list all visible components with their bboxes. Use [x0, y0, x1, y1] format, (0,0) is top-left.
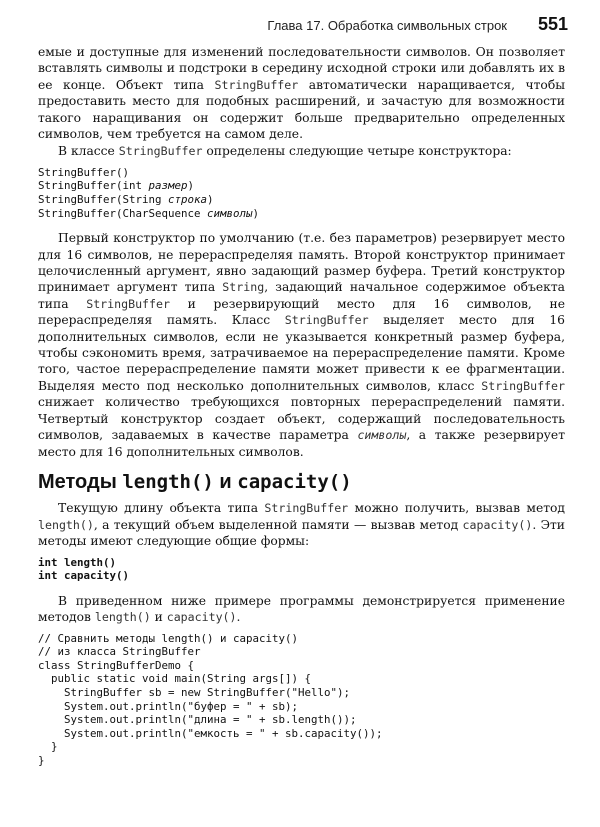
paragraph-intro	[38, 44, 565, 142]
constructor-list	[38, 166, 565, 220]
code-line: // из класса StringBuffer	[38, 645, 201, 659]
method-form-line: int capacity()	[38, 569, 130, 583]
text-run: Текущую длину объекта типа	[58, 501, 265, 516]
inline-code: length()	[38, 517, 94, 532]
inline-code: StringBuffer	[284, 313, 369, 328]
text-run: снижает количество требующихся повторных перераспределений памяти. Четвертый конструктор создает объект, содержащий последовательность символов, задаваемых в качестве параметра	[38, 395, 565, 443]
code-text: StringBuffer()	[38, 165, 130, 179]
section-heading	[38, 470, 565, 493]
text-run: .	[236, 610, 241, 625]
constructor-line	[38, 179, 565, 193]
code-arg: размер	[148, 179, 188, 193]
code-text: StringBuffer(CharSequence	[38, 206, 208, 220]
running-header	[0, 14, 600, 38]
code-line: public static void main(String args[]) {	[38, 672, 312, 686]
code-line: }	[38, 740, 58, 754]
code-text: StringBuffer(int	[38, 179, 149, 193]
chapter-title: Глава 17. Обработка символьных строк	[267, 18, 507, 33]
code-line: System.out.println("емкость = " + sb.capacity());	[38, 726, 383, 740]
paragraph-constructors-detail	[38, 230, 565, 460]
program-listing	[38, 632, 565, 768]
code-line: StringBuffer sb = new StringBuffer("Hello");	[38, 685, 351, 699]
method-form-line: int length()	[38, 555, 117, 569]
code-line: }	[38, 753, 45, 767]
text-run: можно получить, вызвав метод	[348, 501, 565, 516]
method-forms	[38, 556, 565, 583]
inline-code: length()	[94, 610, 151, 625]
text-run: емые и доступные для изменений последовательности символов. Он позволяет вставлять символы и подстроки в середину исходной строки или добавлять их в ее конце. Объект типа	[38, 45, 565, 92]
heading-code: capacity()	[237, 470, 352, 493]
text-run: Первый конструктор по умолчанию (т.е. без параметров) резервирует место для 16 символов, не перераспределяя память. Второй конструктор принимает целочисленный аргумент, явно задающий размер буфера. Третий конструктор принимает аргумент типа	[38, 231, 565, 295]
constructor-line	[38, 193, 565, 207]
text-run: , а также резервирует место для 16 дополнительных символов.	[38, 428, 566, 459]
text-run: и	[150, 610, 167, 625]
code-arg: строка	[168, 193, 208, 207]
paragraph-methods	[38, 500, 565, 549]
page-number: 551	[537, 14, 568, 34]
text-run: В классе	[58, 144, 119, 159]
text-run: выделяет место для 16 дополнительных символов, если не указывается конкретный размер буфера, чтобы сэкономить время, затрачиваемое на перераспределение памяти. Кроме того, частое перераспределение памяти может привести к ее фрагментации. Выделяя место под несколько дополнительных символов, класс	[38, 313, 565, 393]
text-run: В приведенном ниже примере программы демонстрируется применение методов	[38, 593, 565, 625]
heading-text: и	[213, 470, 238, 493]
heading-text: Методы	[38, 470, 123, 493]
code-paren: )	[187, 179, 195, 193]
code-paren: )	[252, 206, 260, 220]
code-line: System.out.println("буфер = " + sb);	[38, 699, 299, 713]
heading-code: length()	[122, 470, 214, 493]
code-arg: символы	[207, 206, 253, 220]
paragraph-example-intro	[38, 593, 565, 626]
code-line: System.out.println("длина = " + sb.length());	[38, 713, 357, 727]
text-run: , а текущий объем выделенной памяти — вызвав метод	[93, 517, 463, 532]
text-run: . Эти методы имеют следующие общие формы:	[38, 517, 565, 549]
inline-code: StringBuffer	[214, 77, 299, 92]
paragraph-constructors-intro	[38, 143, 565, 159]
code-line: // Сравнить методы length() и capacity()	[38, 631, 299, 645]
text-run: определены следующие четыре конструктора:	[202, 144, 512, 159]
inline-code: capacity()	[166, 610, 237, 625]
text-run: и резервирующий место для 16 символов, не перераспределяя память. Класс	[38, 296, 565, 328]
inline-code: StringBuffer	[86, 296, 170, 311]
text-run: , задающий начальное содержимое объекта типа	[38, 280, 565, 311]
inline-code: capacity()	[462, 517, 533, 532]
text-run: автоматически наращивается, чтобы предоставить место для подобных расширений, и зачастую для возможности такого наращивания он содержит больше предварительно определенных символов, чем требуется на самом деле.	[38, 77, 566, 142]
code-line: class StringBufferDemo {	[38, 658, 195, 672]
code-text: StringBuffer(String	[38, 193, 169, 207]
constructor-line	[38, 166, 565, 180]
inline-code: String	[222, 280, 265, 295]
constructor-line	[38, 207, 565, 221]
page-content	[38, 44, 565, 767]
inline-code-italic: символы	[357, 428, 407, 443]
inline-code: StringBuffer	[118, 144, 203, 159]
inline-code: StringBuffer	[481, 378, 565, 393]
inline-code: StringBuffer	[264, 501, 349, 516]
code-paren: )	[207, 193, 214, 207]
